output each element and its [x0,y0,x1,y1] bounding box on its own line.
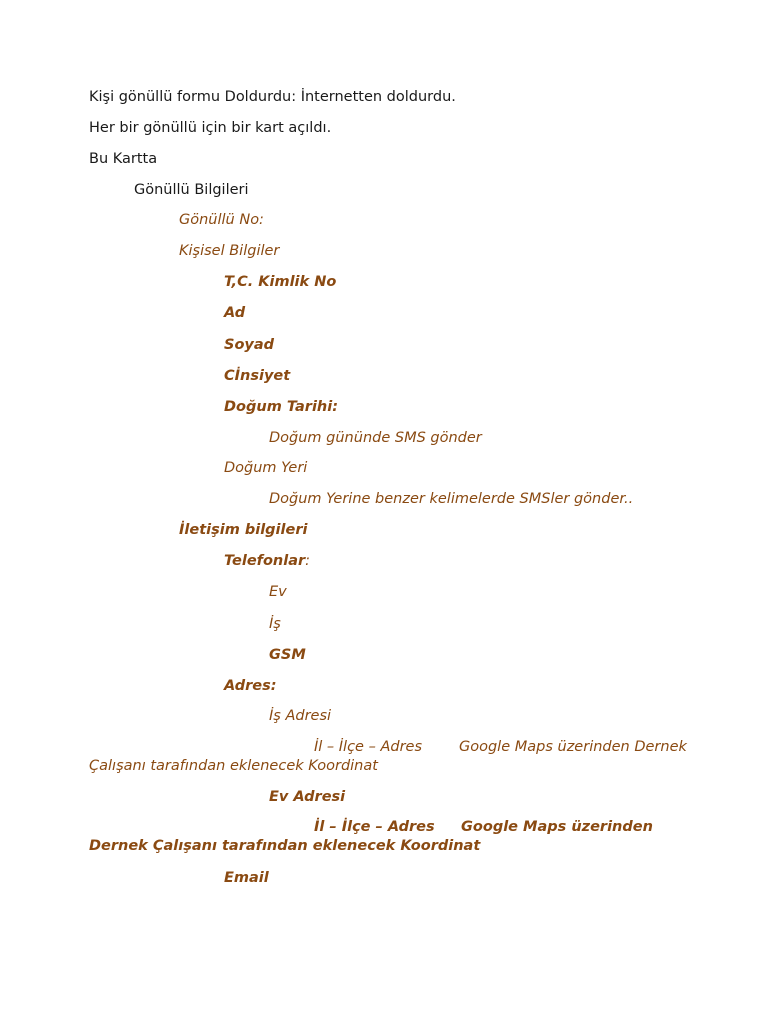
work-address-fields: İl – İlçe – Adres [314,739,422,755]
birthday-sms-note: Doğum gününde SMS gönder [269,430,482,446]
personal-info-heading: Kişisel Bilgiler [179,243,280,259]
work-address-maps-note: Google Maps üzerinden Dernek [459,739,687,755]
home-address-maps-note: Google Maps üzerinden [461,819,653,835]
phones-label [224,552,310,570]
tc-id-label: T,C. Kimlik No [224,274,337,290]
phones-colon: : [305,553,311,569]
home-address-label: Ev Adresi [269,789,346,805]
birthplace-sms-note: Doğum Yerine benzer kelimelerde SMSler gönder.. [269,491,634,507]
email-label: Email [224,870,269,886]
volunteer-info-heading: Gönüllü Bilgileri [134,182,249,198]
work-address-label: İş Adresi [269,708,332,724]
name-label: Ad [224,305,246,321]
work-address-maps-note-cont: Çalışanı tarafından eklenecek Koordinat [89,758,378,774]
home-phone-label: Ev [269,584,287,600]
phones-label-text: Telefonlar [224,553,306,569]
card-heading: Bu Kartta [89,151,158,167]
gender-label: Cİnsiyet [224,368,291,384]
home-address-fields: İl – İlçe – Adres [314,819,435,835]
volunteer-no-label: Gönüllü No: [179,212,264,228]
card-line: Her bir gönüllü için bir kart açıldı. [89,120,332,136]
birthplace-label: Doğum Yeri [224,460,308,476]
intro-line: Kişi gönüllü formu Doldurdu: İnternetten doldurdu. [89,89,456,105]
address-label: Adres: [224,678,277,694]
contact-info-heading: İletişim bilgileri [179,522,308,538]
work-phone-label: İş [269,616,281,632]
gsm-label: GSM [269,647,306,663]
home-address-maps-note-cont: Dernek Çalışanı tarafından eklenecek Koordinat [89,838,481,854]
birthdate-label: Doğum Tarihi: [224,399,339,415]
surname-label: Soyad [224,337,275,353]
